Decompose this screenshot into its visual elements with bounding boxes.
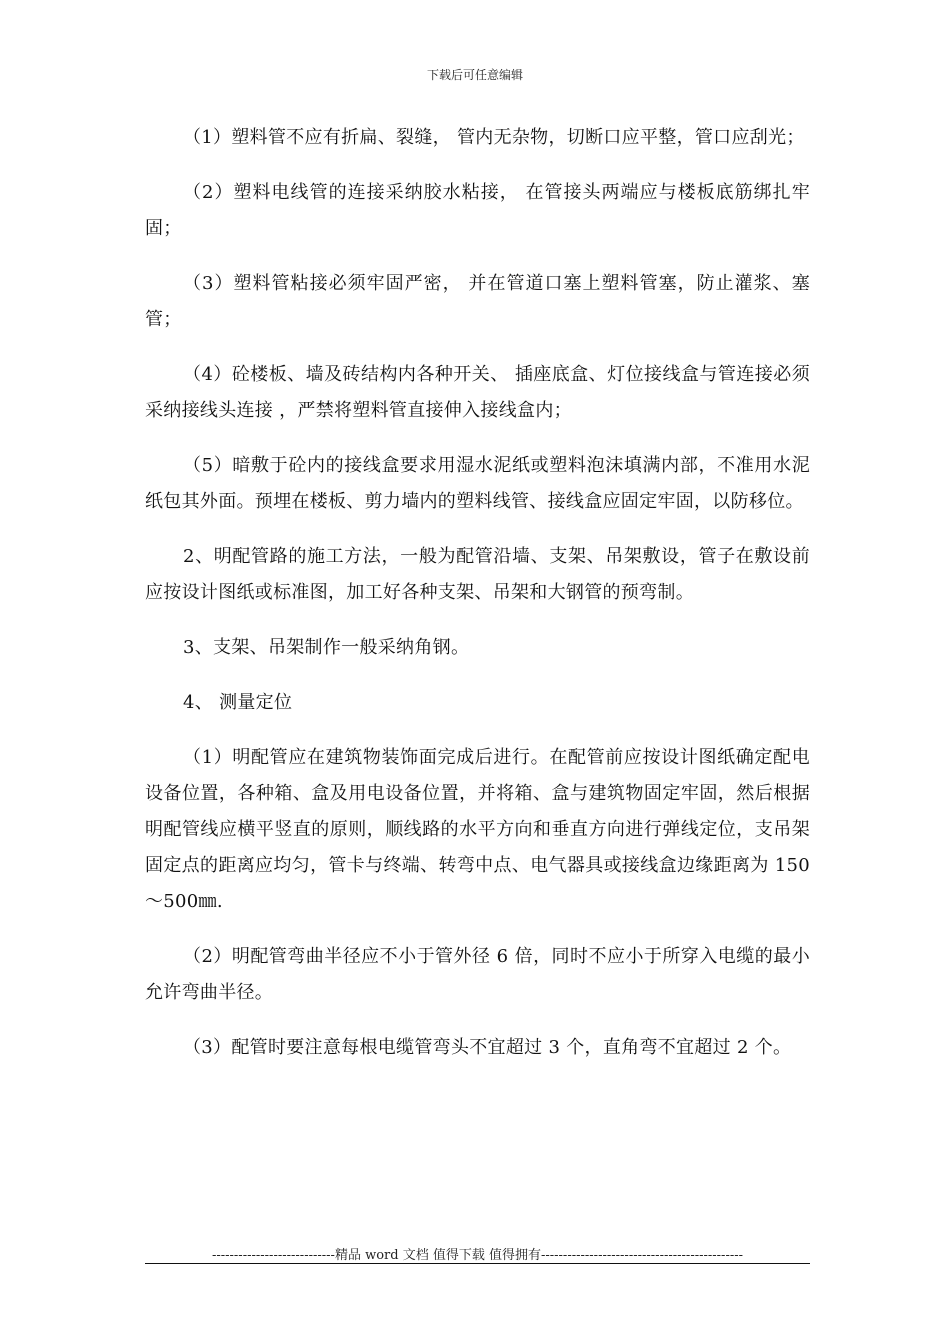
paragraph-7: 3、支架、吊架制作一般采纳角钢。 [183,637,470,658]
paragraph-8: 4、 测量定位 [183,692,293,713]
paragraph-11: （3）配管时要注意每根电缆管弯头不宜超过 3 个，直角弯不宜超过 2 个。 [183,1037,792,1058]
paragraph-2: （2）塑料电线管的连接采纳胶水粘接， 在管接头两端应与楼板底筋绑扎牢固； [145,182,810,239]
paragraph-1: （1）塑料管不应有折扁、裂缝， 管内无杂物，切断口应平整，管口应刮光； [183,127,805,148]
paragraph-3: （3）塑料管粘接必须牢固严密， 并在管道口塞上塑料管塞，防止灌浆、塞管； [145,273,810,330]
paragraph-9: （1）明配管应在建筑物装饰面完成后进行。在配管前应按设计图纸确定配电设备位置，各种箱、盒及用电设备位置，并将箱、盒与建筑物固定牢固，然后根据明配管线应横平竖直的原则，顺线路的水平方向和垂直方向进行弹线定位，支吊架固定点的距离应均匀，管卡与终端、转弯中点、电气器具或接线盒边缘距离为 150～500㎜. [145,747,810,912]
footer-divider [145,1263,810,1264]
paragraph-6: 2、明配管路的施工方法，一般为配管沿墙、支架、吊架敷设，管子在敷设前应按设计图纸或标准图，加工好各种支架、吊架和大钢管的预弯制。 [145,546,810,603]
page-header: 下载后可任意编辑 [426,68,523,82]
page-footer: ----------------------------精品 word 文档 值得下载 值得拥有---------------------------------------------- [211,1248,744,1263]
paragraph-5: （5）暗敷于砼内的接线盒要求用湿水泥纸或塑料泡沫填满内部，不准用水泥纸包其外面。预埋在楼板、剪力墙内的塑料线管、接线盒应固定牢固，以防移位。 [145,455,810,512]
paragraph-10: （2）明配管弯曲半径应不小于管外径 6 倍，同时不应小于所穿入电缆的最小允许弯曲半径。 [145,946,810,1003]
paragraph-4: （4）砼楼板、墙及砖结构内各种开关、 插座底盒、灯位接线盒与管连接必须采纳接线头连接 ，严禁将塑料管直接伸入接线盒内； [145,364,810,421]
document-body [145,120,810,1085]
